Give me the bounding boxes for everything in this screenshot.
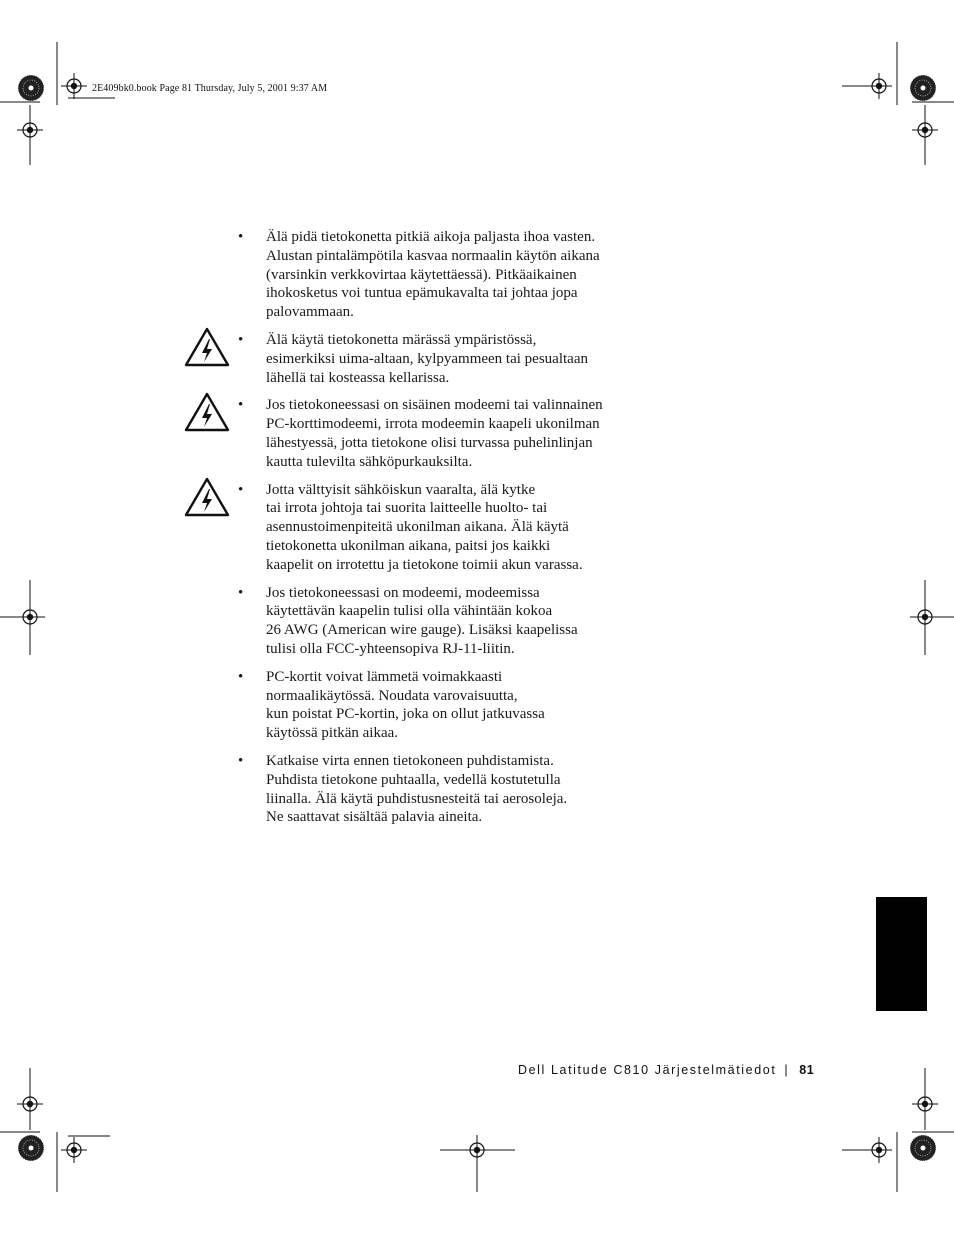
bullet: •	[238, 584, 244, 601]
color-bar-icon	[910, 1135, 936, 1161]
list-item-text: PC-kortit voivat lämmetä voimakkaasti normaalikäytössä. Noudata varovaisuutta, kun poistat PC-kortin, joka on ollut jatkuvassa käytössä pitkän aikaa.	[266, 668, 545, 742]
list-item-text: Älä käytä tietokonetta märässä ympäristössä, esimerkiksi uima-altaan, kylpyammeen tai pesualtaan lähellä tai kosteassa kellarissa.	[266, 331, 588, 386]
list-item-text: Jos tietokoneessasi on modeemi, modeemissa käytettävän kaapelin tulisi olla vähintään kokoa 26 AWG (American wire gauge). Lisäksi kaapelissa tulisi olla FCC-yhteensopiva RJ-11-liitin.	[266, 584, 578, 657]
safety-instructions-list	[160, 228, 640, 836]
footer-separator: |	[784, 1063, 790, 1077]
list-item	[160, 584, 640, 659]
electric-shock-warning-icon	[184, 392, 230, 432]
registration-mark-icon	[61, 1137, 87, 1163]
list-item-text: Jos tietokoneessasi on sisäinen modeemi tai valinnainen PC-korttimodeemi, irrota modeemin kaapeli ukonilman lähestyessä, jotta tietokone olisi turvassa puhelinlinjan kautta tulevilta sähköpurkauksilta.	[266, 397, 603, 470]
color-bar-icon	[18, 1135, 44, 1161]
page-number: 81	[799, 1063, 815, 1077]
print-header: 2E409bk0.book Page 81 Thursday, July 5, 2001 9:37 AM	[92, 83, 328, 94]
registration-mark-icon	[866, 73, 892, 99]
footer-title: Dell Latitude C810 Järjestelmätiedot	[518, 1063, 777, 1077]
bullet: •	[238, 331, 244, 348]
list-item-text: Jotta välttyisit sähköiskun vaaralta, älä kytke tai irrota johtoja tai suorita laitteelle huolto- tai asennustoimenpiteitä ukonilman aikana. Älä käytä tietokonetta ukonilman aikana, paitsi jos kaikki kaapelit on irrotettu ja tietokone toimii akun varassa.	[266, 481, 583, 573]
list-item	[160, 396, 640, 471]
electric-shock-warning-icon	[184, 477, 230, 517]
list-item	[160, 331, 640, 387]
bullet: •	[238, 229, 244, 245]
registration-mark-icon	[61, 73, 87, 99]
electric-shock-warning-icon	[184, 327, 230, 367]
list-item-text: Katkaise virta ennen tietokoneen puhdistamista. Puhdista tietokone puhtaalla, vedellä kostutetulla liinalla. Älä käytä puhdistusnesteitä tai aerosoleja. Ne saattavat sisältää palavia aineita.	[266, 752, 568, 826]
chapter-tab	[876, 897, 927, 1011]
color-bar-icon	[910, 75, 936, 101]
bullet: •	[238, 397, 244, 414]
bullet: •	[238, 481, 244, 498]
list-item	[160, 668, 640, 743]
list-item-text: Älä pidä tietokonetta pitkiä aikoja paljasta ihoa vasten. Alustan pintalämpötila kasvaa normaalin käytön aikana (varsinkin verkkovirtaa käytettäessä). Pitkäaikainen ihokosketus voi tuntua epämukavalta tai johtaa jopa palovammaan.	[266, 229, 600, 321]
bullet: •	[238, 752, 244, 769]
registration-mark-icon	[866, 1137, 892, 1163]
bullet: •	[238, 668, 244, 685]
list-item	[160, 228, 640, 322]
color-bar-icon	[18, 75, 44, 101]
list-item	[160, 481, 640, 575]
list-item	[160, 752, 640, 827]
page-footer	[518, 1063, 814, 1077]
